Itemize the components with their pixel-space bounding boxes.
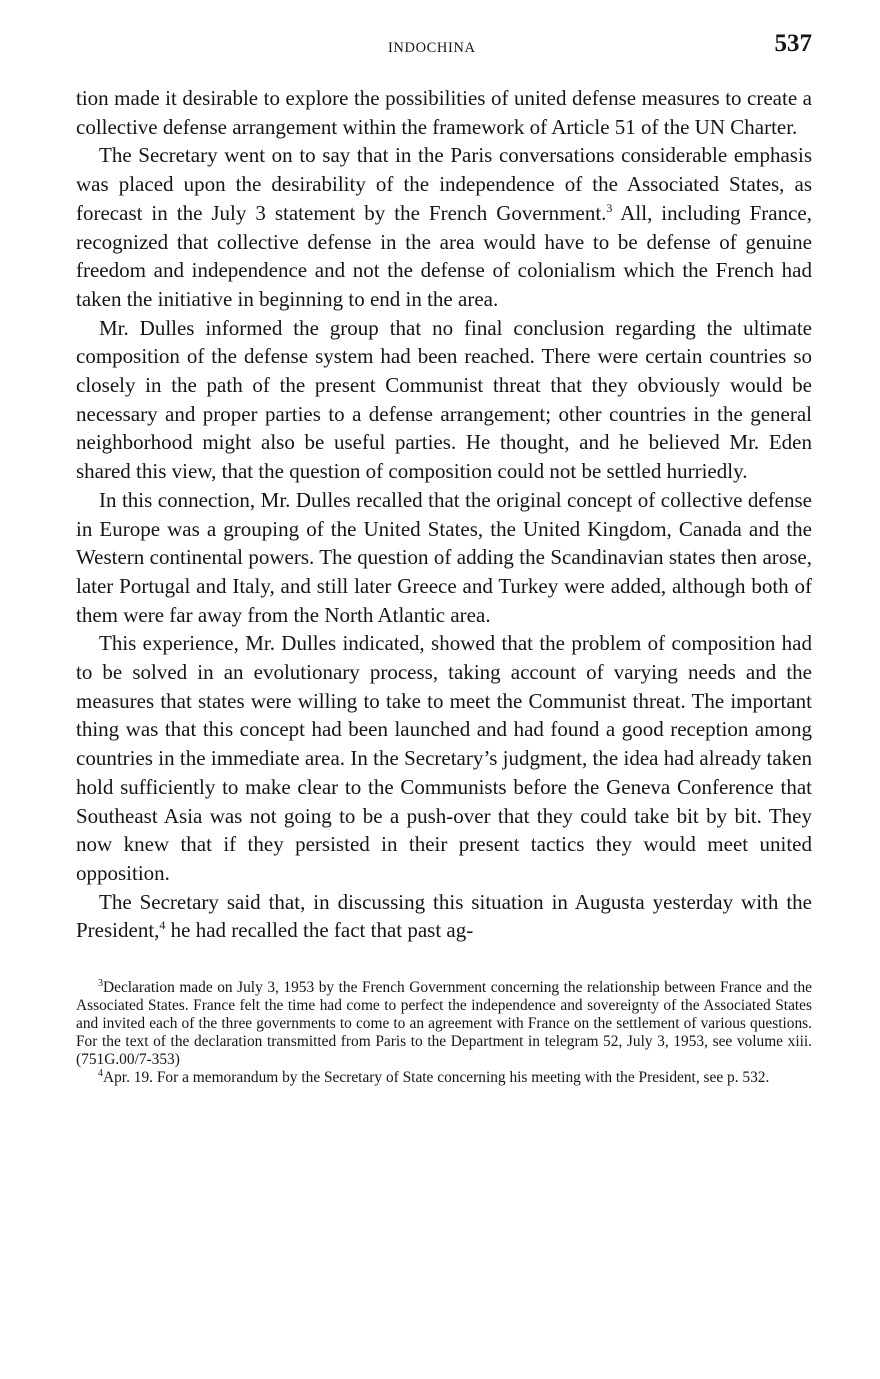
paragraph-4-text: In this connection, Mr. Dulles recalled that the original concept of collective defense in Europe was a grouping of the United States, the United Kingdom, Canada and the Western continental powers. The question of adding the Scandinavian states then arose, later Portugal and Italy, and still later Greece and Turkey were added, although both of them were far away from the North Atlantic area. — [76, 487, 812, 627]
paragraph-6-text-a: The Secretary said that, in discussing this situation in Augusta yesterday with the President, — [76, 889, 812, 943]
paragraph-6-text-b: he had recalled the fact that past ag- — [170, 918, 474, 943]
paragraph-3 — [76, 314, 812, 486]
page-header — [76, 30, 812, 66]
footnote-4-mark: 4 — [98, 1067, 103, 1079]
paragraph-4 — [76, 486, 812, 630]
footnote-ref-4[interactable]: 4 — [159, 918, 166, 933]
paragraph-3-text: Mr. Dulles informed the group that no final conclusion regarding the ultimate composition of the defense system had been reached. There were certain countries so closely in the path of the present Communist threat that they obviously would be necessary and proper parties to a defense arrangement; other countries in the general neighborhood might also be useful parties. He thought, and he believed Mr. Eden shared this view, that the question of composition could not be settled hurriedly. — [76, 315, 812, 484]
paragraph-5 — [76, 629, 812, 887]
footnote-4-text: Apr. 19. For a memorandum by the Secretary of State concerning his meeting with the President, see p. 532. — [103, 1068, 770, 1086]
paragraph-1 — [76, 84, 812, 141]
paragraph-1-text: tion made it desirable to explore the possibilities of united defense measures to create a collective defense arrangement within the framework of Article 51 of the UN Charter. — [76, 86, 812, 139]
body-text — [76, 84, 812, 945]
footnote-3-text: Declaration made on July 3, 1953 by the French Government concerning the relationship between France and the Associated States. France felt the time had come to perfect the independence and sovereignty of the Associated States and invited each of the three governments to come to an agreement with France on the settlement of various questions. For the text of the declaration transmitted from Paris to the Department in telegram 52, July 3, 1953, see volume xiii. (751G.00/7-353) — [76, 979, 812, 1068]
document-page — [76, 30, 812, 1087]
footnote-3-mark: 3 — [98, 977, 103, 989]
paragraph-2-text-b: All, including France, recognized that collective defense in the area would have to be defense of genuine freedom and independence and not the defense of colonialism which the French had taken the initiative in beginning to end in the area. — [76, 200, 812, 311]
footnote-ref-3[interactable]: 3 — [606, 200, 613, 215]
footnotes — [76, 979, 812, 1086]
paragraph-2-text-a: The Secretary went on to say that in the Paris conversations considerable emphasis was placed upon the desirability of the independence of the Associated States, as forecast in the July 3 statement by the French Government. — [76, 143, 812, 225]
page-number: 537 — [774, 30, 812, 57]
paragraph-2 — [76, 141, 812, 313]
footnote-3 — [76, 979, 812, 1069]
running-head: INDOCHINA — [388, 40, 476, 56]
paragraph-5-text: This experience, Mr. Dulles indicated, showed that the problem of composition had to be solved in an evolutionary process, taking account of varying needs and the measures that states were willing to take to meet the Communist threat. The important thing was that this concept had been launched and had found a good reception among countries in the immediate area. In the Secretary’s judgment, the idea had already taken hold sufficiently to make clear to the Communists before the Geneva Conference that Southeast Asia was not going to be a push-over that they could take bit by bit. They now knew that if they persisted in their present tactics they would meet united opposition. — [76, 631, 812, 885]
paragraph-6 — [76, 888, 812, 945]
footnote-4 — [76, 1069, 812, 1087]
